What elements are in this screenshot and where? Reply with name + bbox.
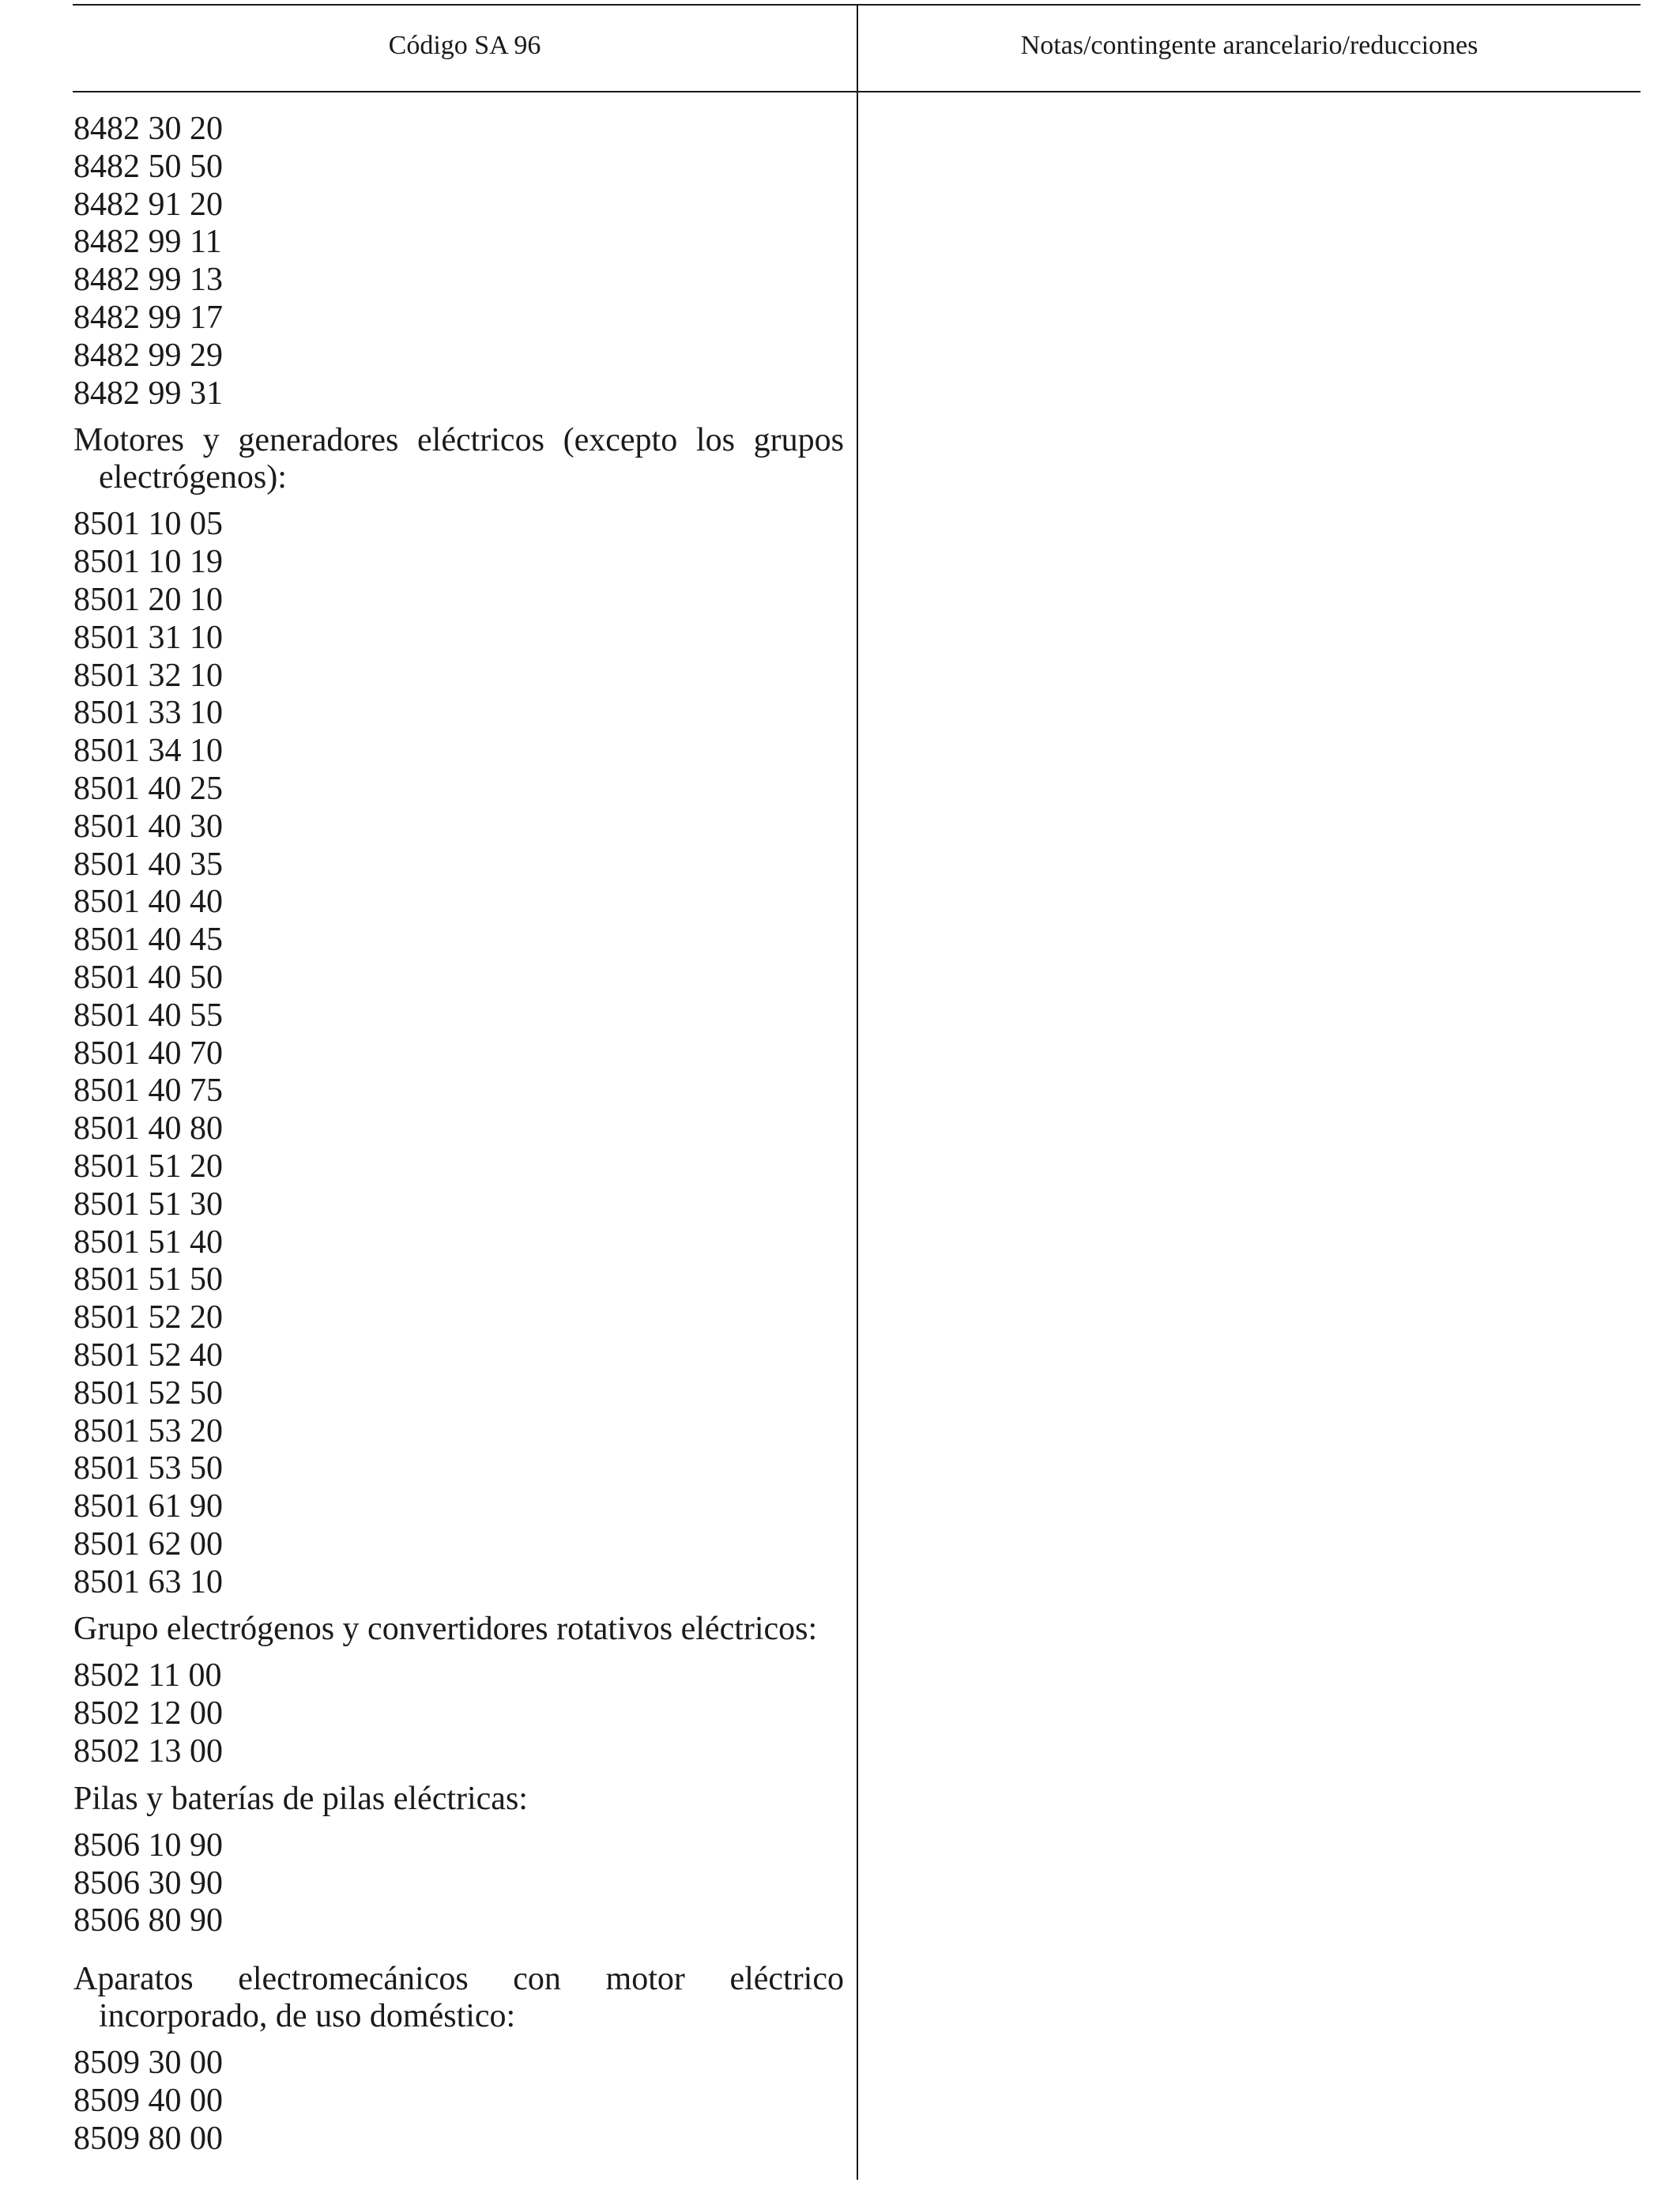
code-line: 8501 62 00 <box>73 1525 223 1563</box>
code-line: 8506 80 90 <box>73 1902 223 1940</box>
code-column <box>73 111 844 2158</box>
code-line: 8501 51 20 <box>73 1148 223 1185</box>
code-line: 8501 51 30 <box>73 1186 223 1223</box>
code-line: 8501 40 35 <box>73 846 223 883</box>
code-line: 8482 99 11 <box>73 224 222 261</box>
code-line: 8482 99 13 <box>73 262 223 299</box>
code-line: 8501 10 05 <box>73 506 223 543</box>
code-line: 8501 52 40 <box>73 1336 223 1374</box>
code-line: 8501 40 25 <box>73 770 223 807</box>
code-line: 8501 53 20 <box>73 1412 223 1449</box>
section-heading: Motores y generadores eléctricos (excepto los grupos electrógenos): <box>73 422 844 496</box>
code-line: 8502 11 00 <box>73 1657 222 1695</box>
code-line: 8501 40 55 <box>73 997 223 1034</box>
code-line: 8501 40 30 <box>73 808 223 845</box>
code-line: 8501 53 50 <box>73 1450 223 1487</box>
code-line: 8482 99 31 <box>73 375 223 412</box>
code-line: 8502 13 00 <box>73 1733 223 1770</box>
code-line: 8501 52 20 <box>73 1299 223 1336</box>
code-line: 8482 99 17 <box>73 299 223 336</box>
section-heading: Grupo electrógenos y convertidores rotativos eléctricos: <box>73 1611 818 1648</box>
code-line: 8509 30 00 <box>73 2045 223 2082</box>
code-line: 8501 33 10 <box>73 695 223 732</box>
code-line: 8501 51 50 <box>73 1261 223 1299</box>
code-line: 8482 99 29 <box>73 337 223 374</box>
code-line: 8501 40 75 <box>73 1072 223 1110</box>
code-line: 8509 80 00 <box>73 2120 223 2157</box>
code-section <box>73 1961 844 2158</box>
column-divider <box>857 4 858 2180</box>
column-header-notes: Notas/contingente arancelario/reducciones <box>1020 31 1478 60</box>
code-line: 8501 34 10 <box>73 733 223 770</box>
code-section <box>73 1781 844 1940</box>
code-line: 8509 40 00 <box>73 2083 223 2120</box>
code-line: 8501 40 50 <box>73 959 223 996</box>
code-line: 8501 31 10 <box>73 619 223 656</box>
code-line: 8482 91 20 <box>73 186 223 223</box>
code-line: 8501 63 10 <box>73 1563 223 1600</box>
code-section <box>73 1611 844 1770</box>
section-heading: Aparatos electromecánicos con motor eléctrico incorporado, de uso doméstico: <box>73 1961 844 2035</box>
code-line: 8506 10 90 <box>73 1826 223 1864</box>
code-line: 8501 40 40 <box>73 884 223 921</box>
code-line: 8502 12 00 <box>73 1695 223 1732</box>
code-line: 8501 40 70 <box>73 1035 223 1072</box>
code-line: 8501 61 90 <box>73 1488 223 1525</box>
code-line: 8501 20 10 <box>73 581 223 618</box>
code-line: 8482 50 50 <box>73 148 223 185</box>
code-line: 8501 52 50 <box>73 1374 223 1412</box>
code-line: 8501 40 45 <box>73 922 223 959</box>
code-line: 8506 30 90 <box>73 1864 223 1902</box>
column-header-code: Código SA 96 <box>388 31 541 60</box>
code-line: 8501 32 10 <box>73 657 223 694</box>
code-line: 8501 40 80 <box>73 1110 223 1148</box>
code-line: 8501 10 19 <box>73 544 223 581</box>
code-section <box>73 111 844 413</box>
code-line: 8482 30 20 <box>73 111 223 147</box>
section-heading: Pilas y baterías de pilas eléctricas: <box>73 1780 528 1817</box>
code-section <box>73 422 844 1601</box>
code-line: 8501 51 40 <box>73 1223 223 1261</box>
